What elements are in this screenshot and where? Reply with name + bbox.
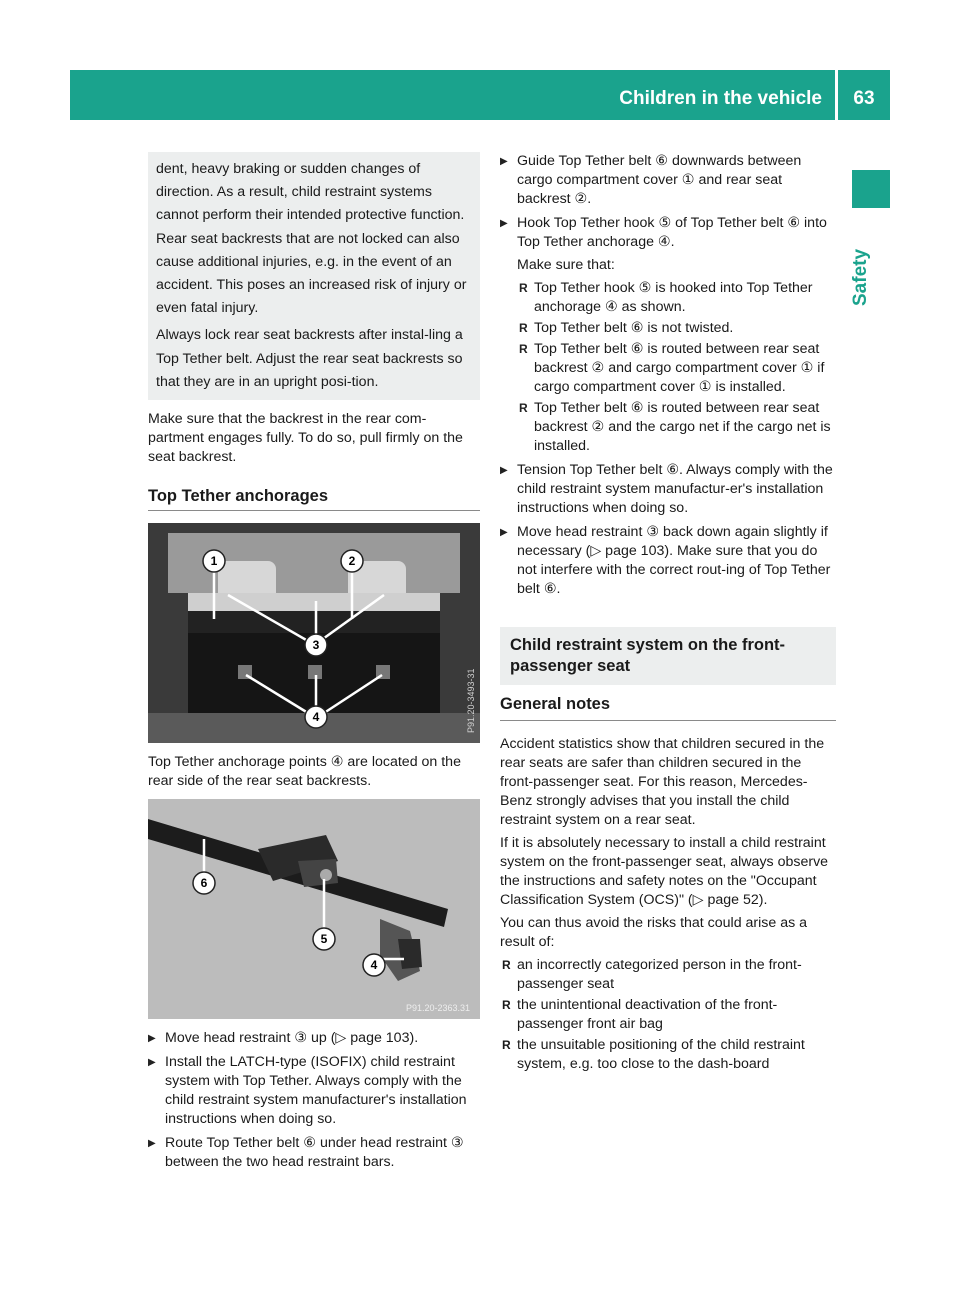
- instruction-step: ▶ Route Top Tether belt ⑥ under head restraint ③ between the two head restraint bars.: [148, 1134, 480, 1172]
- callout-1: 1: [210, 554, 218, 569]
- left-column: [148, 152, 480, 1177]
- risk-list: [500, 956, 836, 1074]
- figure-caption: Top Tether anchorage points ④ are located on the rear side of the rear seat backrests.: [148, 754, 461, 790]
- right-column: [500, 152, 836, 1078]
- section-tab: [850, 218, 894, 308]
- warning-paragraph: Always lock rear seat backrests after instal-ling a Top Tether belt. Adjust the rear seat backrests so that they are in an upright posi-tion.: [156, 327, 463, 390]
- instruction-step: ▶ Install the LATCH-type (ISOFIX) child restraint system with Top Tether. Always comply with the child restraint system manufacturer's installation instructions when doing so.: [148, 1053, 480, 1129]
- figure-code: P91.20-2363.31: [406, 1003, 471, 1014]
- warning-paragraph: dent, heavy braking or sudden changes of direction. As a result, child restraint systems cannot perform their intended protective function. Rear seat backrests that are not locked can also cause additional injuries, e.g. in the event of an accident. This poses an increased risk of injury or even fatal injury.: [156, 161, 467, 317]
- callout-4b: 4: [370, 958, 378, 973]
- callout-6: 6: [200, 876, 208, 891]
- section-heading-gray: Child restraint system on the front-passenger seat: [500, 627, 836, 685]
- body-paragraph: You can thus avoid the risks that could arise as a result of:: [500, 915, 808, 950]
- instruction-step: ▶ Tension Top Tether belt ⑥. Always comply with the child restraint system manufactur-er's installation instructions when doing so.: [500, 461, 836, 518]
- body-paragraph: If it is absolutely necessary to install a child restraint system on the front-passenger seat, always observe the instructions and safety notes on the "Occupant Classification System (OCS)" (▷ page 52).: [500, 835, 829, 908]
- risk-item: R the unsuitable positioning of the child restraint system, e.g. too close to the dash-board: [500, 1036, 836, 1074]
- figure-code: P91.20-3493-31: [466, 668, 476, 734]
- callout-3: 3: [312, 638, 320, 653]
- check-item: R Top Tether hook ⑤ is hooked into Top Tether anchorage ④ as shown.: [517, 279, 836, 317]
- anchorages-illustration: [148, 523, 480, 743]
- check-item: R Top Tether belt ⑥ is not twisted.: [517, 319, 836, 338]
- warning-box: [148, 152, 480, 400]
- instruction-step: ▶ Move head restraint ③ back down again slightly if necessary (▷ page 103). Make sure that you do not interfere with the correct rout-ing of Top Tether belt ⑥.: [500, 523, 836, 599]
- risk-item: R the unintentional deactivation of the front-passenger front air bag: [500, 996, 836, 1034]
- check-item: R Top Tether belt ⑥ is routed between rear seat backrest ② and cargo compartment cover ① if cargo compartment cover ① is installed.: [517, 340, 836, 397]
- instruction-list: [500, 152, 836, 599]
- callout-2: 2: [348, 554, 356, 569]
- instruction-step-text: Hook Top Tether hook ⑤ of Top Tether belt ⑥ into Top Tether anchorage ④.: [517, 215, 827, 250]
- page-number: 63: [853, 88, 875, 109]
- instruction-step: ▶ Move head restraint ③ up (▷ page 103).: [148, 1029, 480, 1048]
- section-heading: Top Tether anchorages: [148, 487, 480, 511]
- section-tab-marker: [852, 170, 890, 208]
- check-list: [517, 279, 836, 456]
- risk-item: R an incorrectly categorized person in the front-passenger seat: [500, 956, 836, 994]
- subsection-heading: General notes: [500, 695, 836, 721]
- instruction-step: [500, 214, 836, 456]
- body-paragraph: Accident statistics show that children secured in the rear seats are safer than children secured in the front-passenger seat. For this reason, Mercedes-Benz strongly advises that you install the child restraint system on a rear seat.: [500, 736, 825, 828]
- callout-5: 5: [320, 932, 328, 947]
- figure-tether-belt: [148, 799, 480, 1019]
- callout-4: 4: [312, 710, 320, 725]
- figure-anchorages: [148, 523, 480, 743]
- instruction-list: [148, 1029, 480, 1172]
- body-paragraph: Make sure that the backrest in the rear com-partment engages fully. To do so, pull firmly on the seat backrest.: [148, 411, 463, 466]
- make-sure-label: Make sure that:: [517, 257, 615, 273]
- page-title: Children in the vehicle: [619, 88, 822, 109]
- section-tab-label: Safety: [850, 248, 871, 306]
- instruction-step: ▶ Guide Top Tether belt ⑥ downwards between cargo compartment cover ① and rear seat backrest ②.: [500, 152, 836, 209]
- tether-belt-illustration: [148, 799, 480, 1019]
- check-item: R Top Tether belt ⑥ is routed between rear seat backrest ② and the cargo net if the cargo net is installed.: [517, 399, 836, 456]
